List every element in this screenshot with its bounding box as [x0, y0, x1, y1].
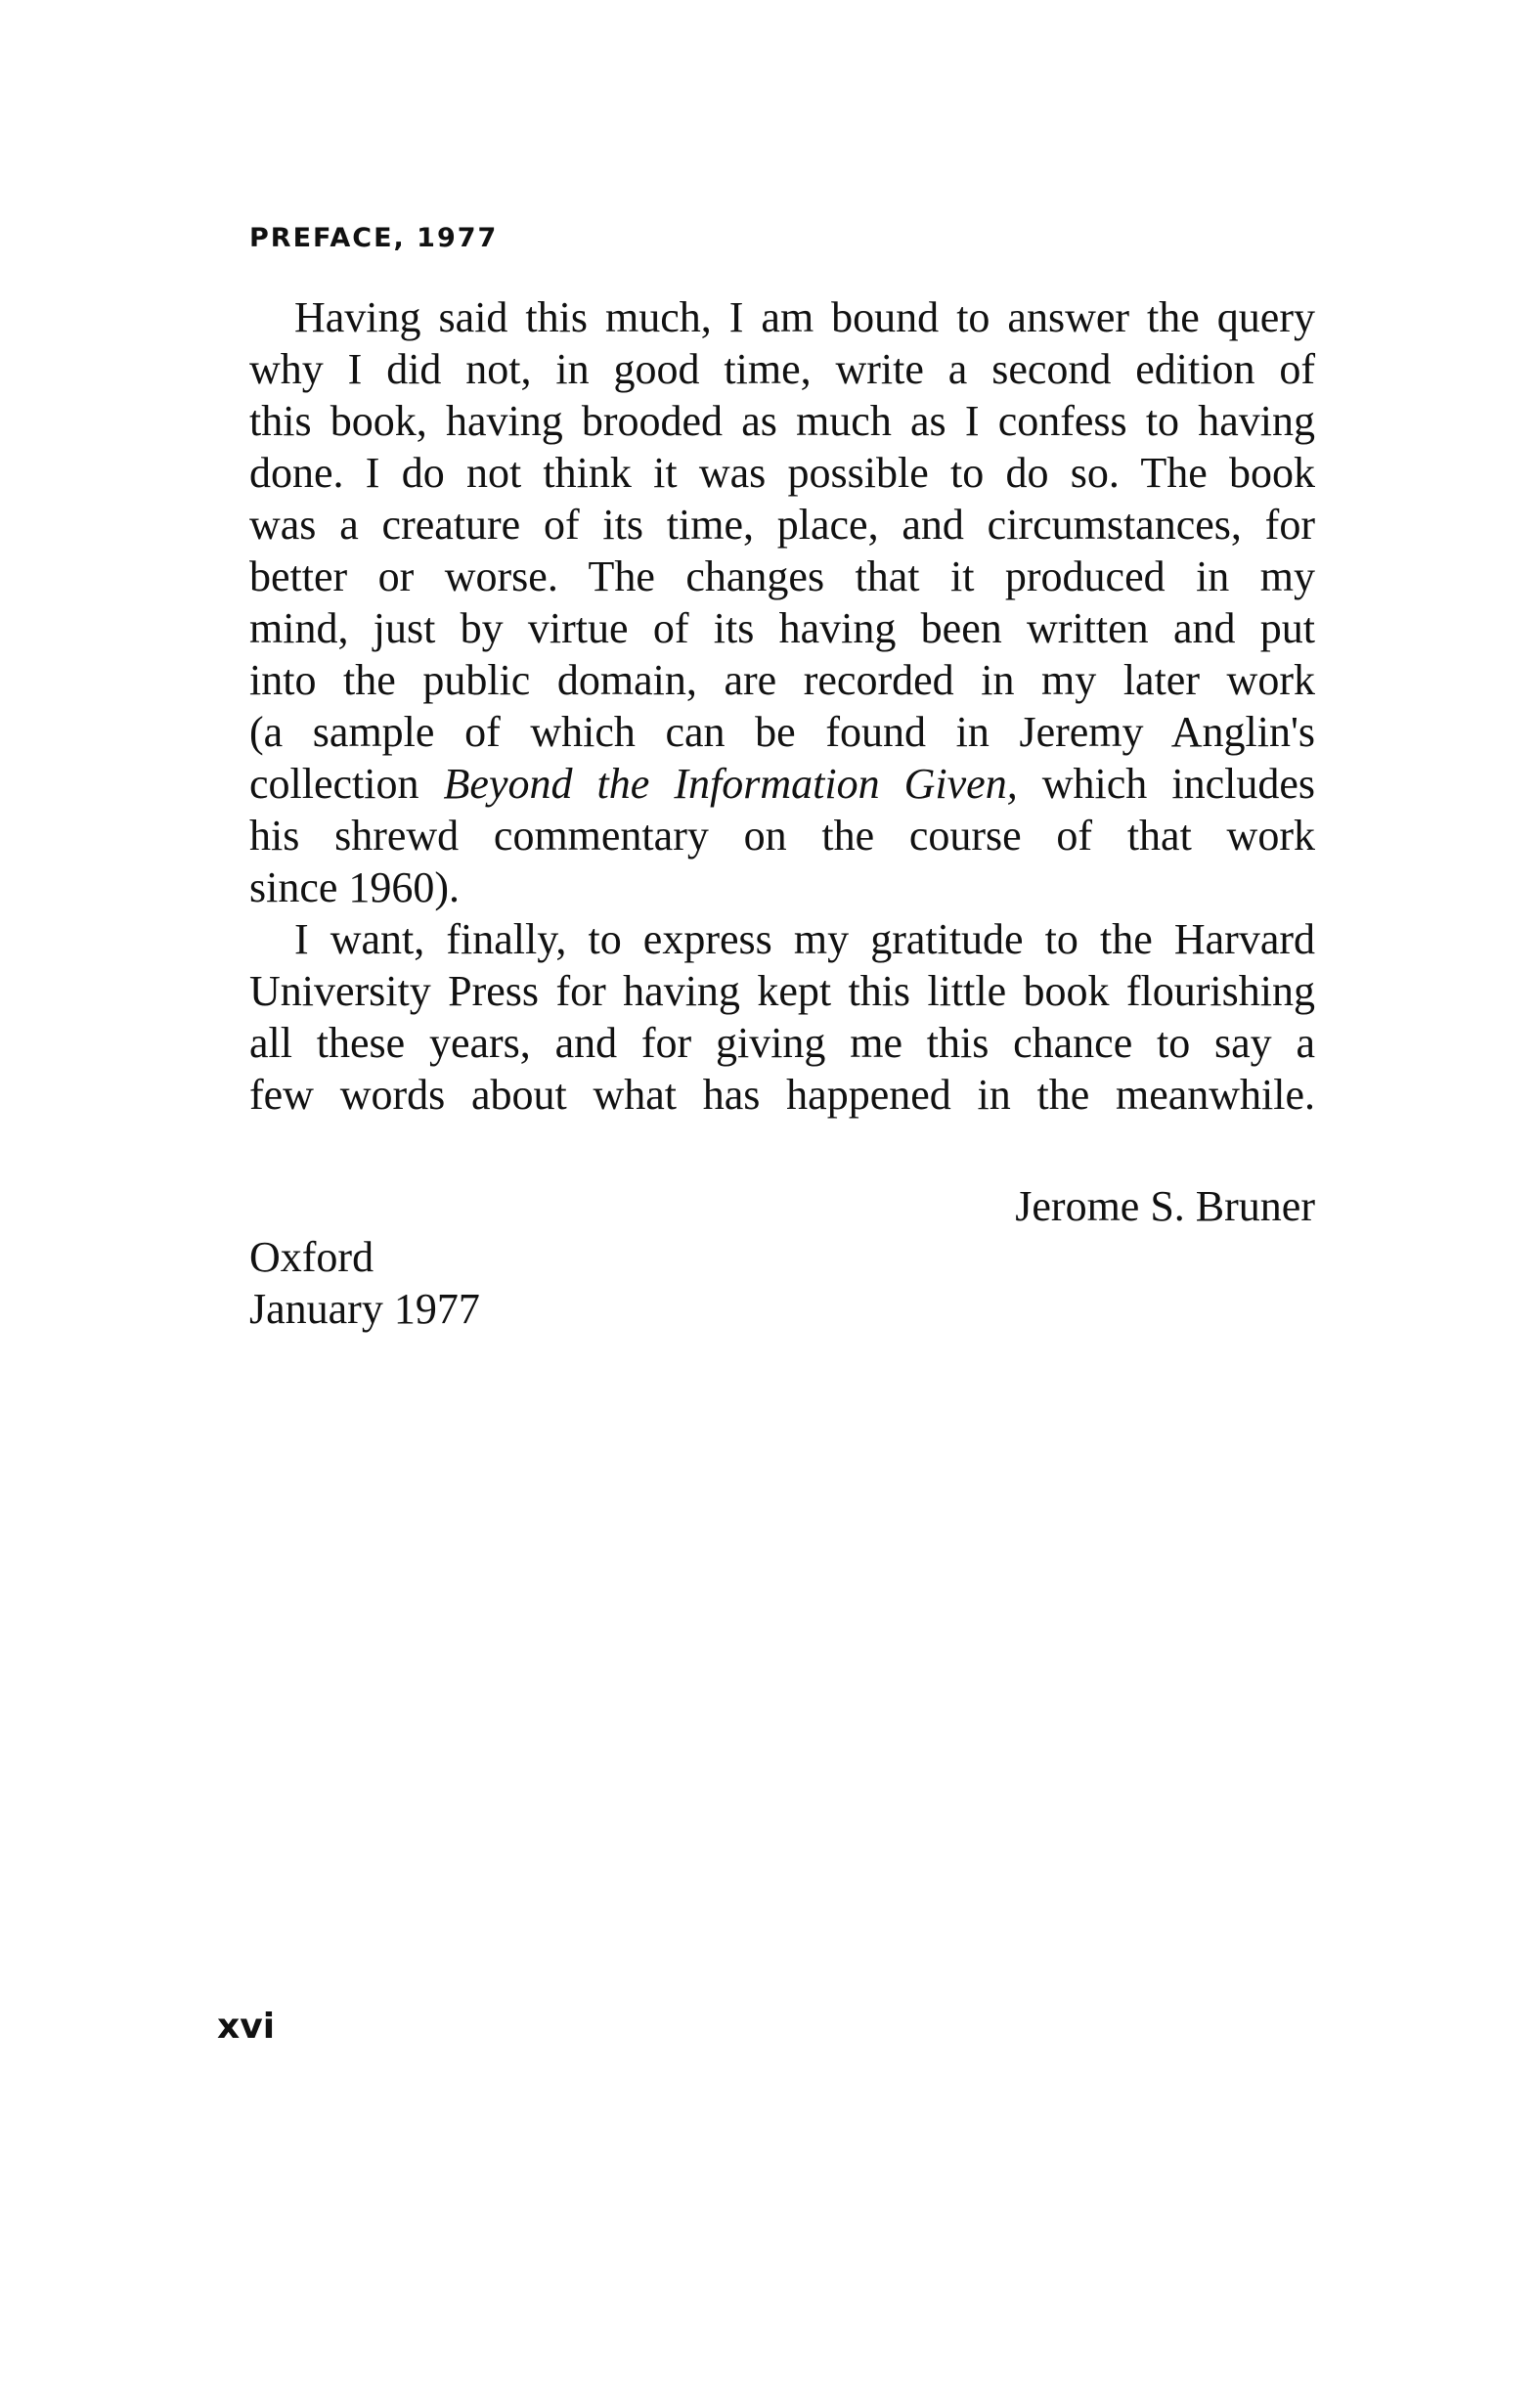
paragraph-line: his shrewd commentary on the course of that work [249, 812, 1315, 860]
paragraph-1 [249, 291, 1315, 913]
paragraph-line-with-title [249, 758, 1315, 810]
paragraph-line: better or worse. The changes that it produced in my [249, 552, 1315, 600]
place-line: Oxford [249, 1233, 374, 1281]
paragraph-line: all these years, and for giving me this chance to say a [249, 1019, 1315, 1067]
paragraph-last-line: since 1960). [249, 863, 461, 911]
paragraph-2 [249, 913, 1315, 1121]
page-number: xvi [217, 2007, 276, 2047]
date-line: January 1977 [249, 1285, 480, 1333]
running-head: PREFACE, 1977 [249, 223, 499, 253]
paragraph-line: was a creature of its time, place, and circumstances, for [249, 501, 1315, 549]
author-signature: Jerome S. Bruner [1015, 1182, 1315, 1230]
line-prefix: collection [249, 760, 444, 808]
paragraph-line: I want, finally, to express my gratitude to the Harvard [294, 915, 1315, 963]
paragraph-line: (a sample of which can be found in Jeremy Anglin's [249, 708, 1315, 756]
preface-body [249, 291, 1315, 1121]
paragraph-line: why I did not, in good time, write a second edition of [249, 345, 1315, 393]
line-suffix: which includes [1017, 760, 1315, 808]
paragraph-line: mind, just by virtue of its having been written and put [249, 604, 1315, 652]
paragraph-line: Having said this much, I am bound to answer the query [294, 293, 1315, 341]
book-title: Beyond the Information Given, [443, 760, 1018, 808]
paragraph-line: into the public domain, are recorded in my later work [249, 656, 1315, 704]
paragraph-line: University Press for having kept this little book flourishing [249, 967, 1315, 1015]
paragraph-line: few words about what has happened in the meanwhile. [249, 1071, 1315, 1119]
paragraph-line: done. I do not think it was possible to do so. The book [249, 449, 1315, 497]
paragraph-line: this book, having brooded as much as I confess to having [249, 397, 1315, 445]
